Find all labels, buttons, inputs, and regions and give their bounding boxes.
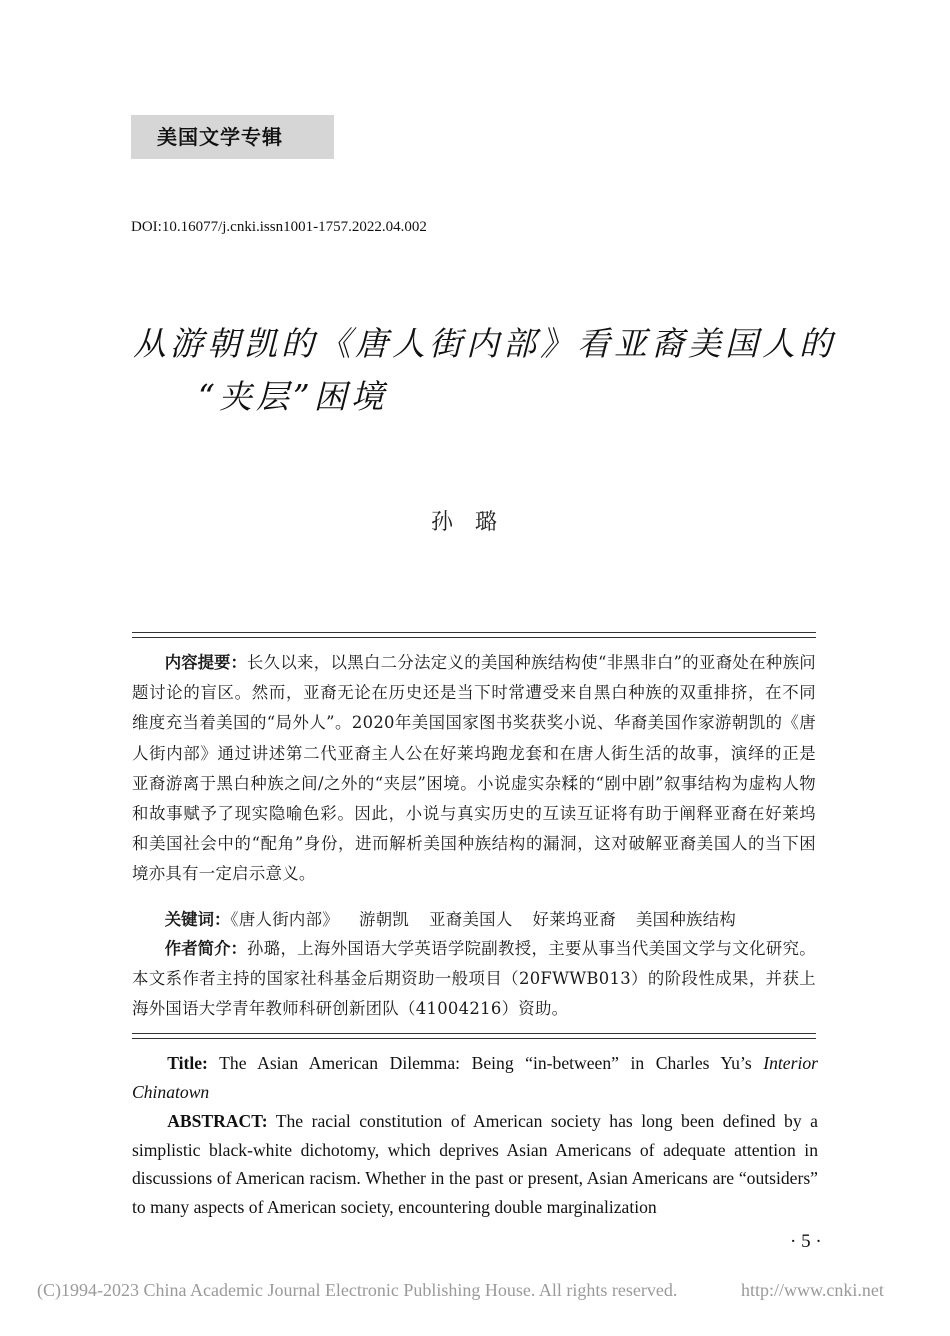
author-name: 孙璐 bbox=[431, 510, 520, 535]
keyword: 游朝凯 bbox=[359, 910, 410, 929]
english-title-text: The Asian American Dilemma: Being “in-between” in Charles Yu’s bbox=[207, 1053, 764, 1073]
chinese-abstract bbox=[132, 648, 816, 890]
bottom-divider bbox=[132, 1033, 816, 1039]
abstract-label: 内容提要： bbox=[164, 653, 247, 672]
english-abstract-text: The racial constitution of American society has long been defined by a simplistic black-white dichotomy, which deprives Asian Americans of adequate attention in discussions of American racism. Whether in the past or present, Asian Americans are “outsiders” to many aspects of American society, encountering double marginalization bbox=[132, 1111, 818, 1217]
bio-label: 作者简介： bbox=[164, 939, 247, 958]
article-title-line-1: 从游朝凯的《唐人街内部》看亚裔美国人的 bbox=[133, 324, 836, 363]
abstract-text: 长久以来，以黑白二分法定义的美国种族结构使“非黑非白”的亚裔处在种族问题讨论的盲区。然而，亚裔无论在历史还是当下时常遭受来自黑白种族的双重排挤，在不同维度充当着美国的“局外人”。2020年美国国家图书奖获奖小说、华裔美国作家游朝凯的《唐人街内部》通过讲述第二代亚裔主人公在好莱坞跑龙套和在唐人街生活的故事，演绎的正是亚裔游离于黑白种族之间/之外的“夹层”困境。小说虚实杂糅的“剧中剧”叙事结构为虚构人物和故事赋予了现实隐喻色彩。因此，小说与真实历史的互读互证将有助于阐释亚裔在好莱坞和美国社会中的“配角”身份，进而解析美国种族结构的漏洞，这对破解亚裔美国人的当下困境亦具有一定启示意义。 bbox=[132, 653, 816, 884]
top-divider bbox=[132, 632, 816, 638]
bio-text: 孙璐，上海外国语大学英语学院副教授，主要从事当代美国文学与文化研究。本文系作者主持的国家社科基金后期资助一般项目（20FWWB013）的阶段性成果，并获上海外国语大学青年教师科研创新团队（41004216）资助。 bbox=[132, 939, 816, 1019]
keyword: 美国种族结构 bbox=[635, 910, 737, 929]
author-bio bbox=[132, 934, 816, 1025]
footer-copyright: (C)1994-2023 China Academic Journal Electronic Publishing House. All rights reserved. bbox=[37, 1280, 678, 1300]
keyword: 好莱坞亚裔 bbox=[532, 910, 616, 929]
keyword: 《唐人街内部》 bbox=[230, 910, 339, 929]
english-title-label: Title: bbox=[167, 1053, 208, 1073]
doi: DOI:10.16077/j.cnki.issn1001-1757.2022.04.002 bbox=[131, 219, 427, 235]
english-title-italic: Interior Chinatown bbox=[132, 1053, 818, 1102]
keywords-label: 关键词： bbox=[164, 910, 231, 929]
footer-url[interactable]: http://www.cnki.net bbox=[741, 1280, 884, 1300]
english-title bbox=[132, 1049, 818, 1106]
article-title-line-2: “夹层”困境 bbox=[198, 377, 388, 416]
english-abstract-label: ABSTRACT: bbox=[167, 1111, 268, 1131]
page-number: · 5 · bbox=[790, 1231, 822, 1252]
keywords bbox=[132, 905, 816, 935]
keyword: 亚裔美国人 bbox=[429, 910, 513, 929]
english-abstract bbox=[132, 1107, 818, 1221]
section-tag: 美国文学专辑 bbox=[131, 115, 334, 159]
